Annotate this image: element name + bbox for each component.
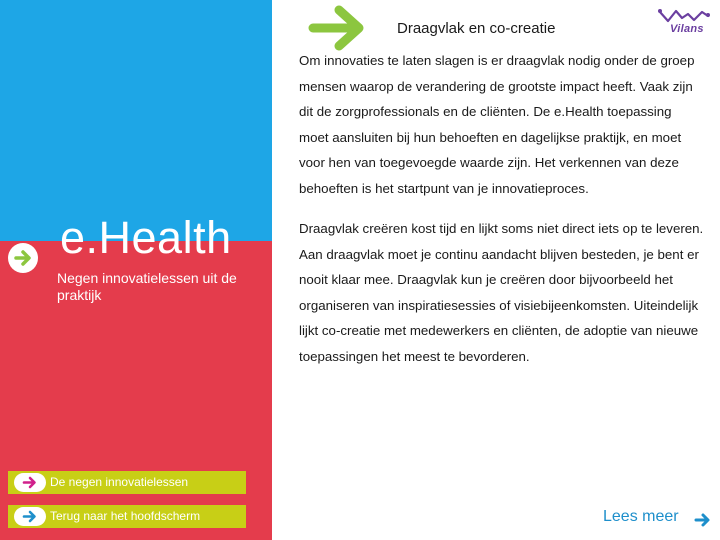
paragraph: Draagvlak creëren kost tijd en lijkt soms niet direct iets op te leveren. Aan draagvlak moet je continu aandacht blijven besteden, je bent er nooit klaar mee. Draagvlak kun je creëren door bijvoorbeeld het organiseren van inspiratiesessies of visiebijeenkomsten. Uiteindelijk lijkt co-creatie met medewerkers en cliënten, de adoptie van nieuwe toepassingen het meest te bevorderen. (299, 221, 704, 364)
home-button-label: Terug naar het hoofdscherm (50, 509, 201, 523)
read-more-link[interactable]: Lees meer (603, 508, 679, 525)
logo-text: Vilans (670, 23, 704, 35)
home-button[interactable] (8, 505, 246, 528)
left-panel-blue (0, 0, 272, 241)
arrow-right-icon[interactable] (694, 511, 712, 534)
brand-subtitle: Negen innovatielessen uit de praktijk (57, 270, 237, 303)
lessons-button[interactable] (8, 471, 246, 494)
content-text (299, 48, 704, 369)
page-title: Draagvlak en co-creatie (397, 20, 556, 37)
vilans-logo (654, 6, 714, 40)
lessons-button-label: De negen innovatielessen (50, 475, 189, 489)
arrow-right-icon (14, 507, 46, 526)
brand-title: e.Health (60, 212, 232, 263)
paragraph: Om innovaties te laten slagen is er draagvlak nodig onder de groep mensen waarop de verandering de grootste impact heeft. Vaak zijn dit de zorgprofessionals en de cliënten. De e.Health toepassing moet aansluiten bij hun behoeften en dagelijkse praktijk, en moet voor hen van toegevoegde waarde zijn. Het verkennen van deze behoeften is het startpunt van je innovatieproces. (299, 53, 695, 196)
arrow-right-circle-icon (8, 243, 38, 273)
arrow-right-icon (14, 473, 46, 492)
